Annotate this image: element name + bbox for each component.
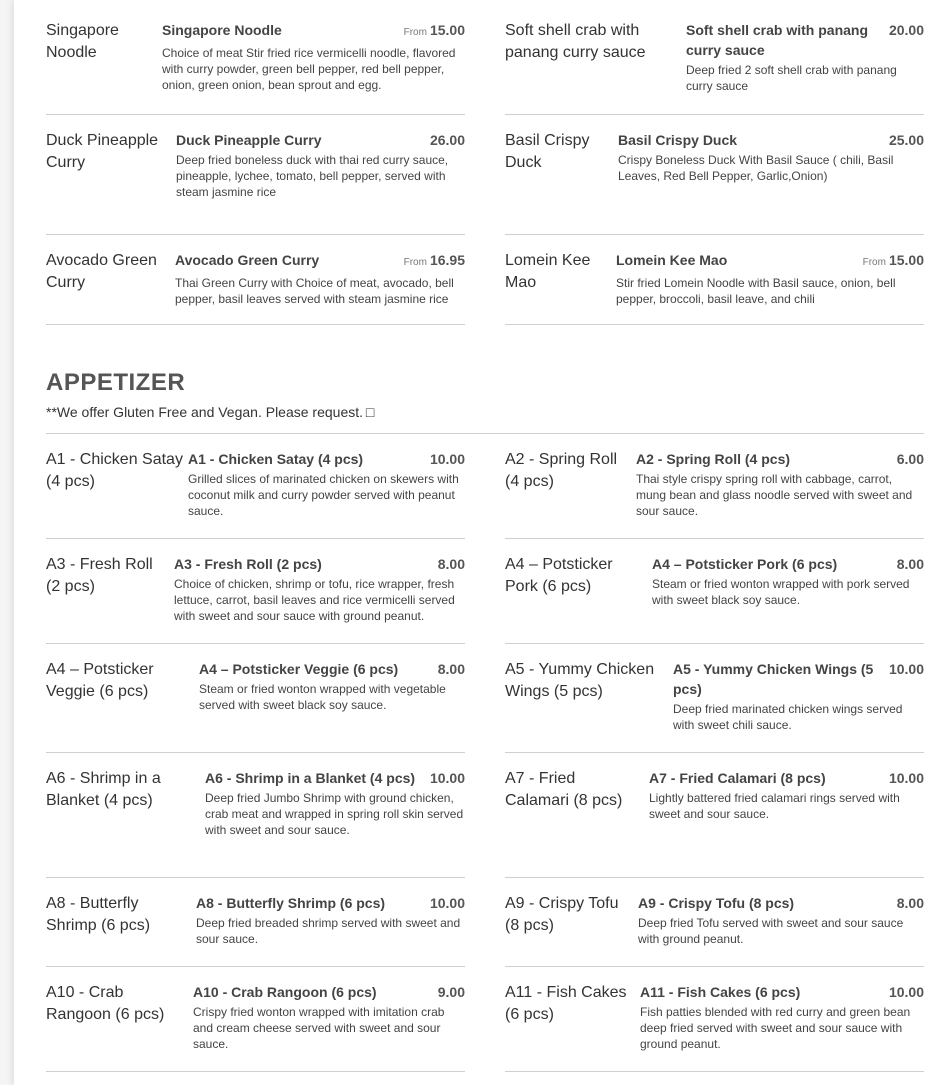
item-description: Thai style crispy spring roll with cabbage, carrot, mung bean and glass noodle served with sweet and sour sauce. [636, 472, 913, 518]
menu-item[interactable] [505, 982, 924, 1072]
item-image[interactable]: Duck Pineapple Curry [46, 132, 159, 171]
item-price: 9.00 [437, 984, 465, 1000]
item-description: Stir fried Lomein Noodle with Basil sauce, onion, bell pepper, broccoli, basil leave, and chili [616, 276, 896, 306]
item-image[interactable]: A2 - Spring Roll (4 pcs) [505, 451, 618, 490]
item-image[interactable]: A7 - Fried Calamari (8 pcs) [505, 770, 623, 809]
price-value: 26.00 [429, 132, 465, 148]
item-price: 10.00 [888, 770, 924, 786]
menu-item[interactable] [505, 130, 924, 235]
curry-grid [46, 20, 924, 325]
item-price [889, 20, 924, 40]
item-price [430, 130, 465, 150]
item-price: 10.00 [888, 984, 924, 1000]
menu-item[interactable] [505, 768, 924, 878]
item-title[interactable]: A9 - Crispy Tofu (8 pcs) [638, 895, 795, 911]
price-value: 20.00 [888, 22, 924, 38]
item-description: Fish patties blended with red curry and green bean deep fried served with sweet and sour sauce with ground peanut. [640, 1005, 911, 1051]
item-description: Thai Green Curry with Choice of meat, avocado, bell pepper, basil leaves served with steam jasmine rice [175, 276, 454, 306]
item-image[interactable]: A1 - Chicken Satay (4 pcs) [46, 451, 183, 490]
item-title[interactable]: Singapore Noodle [162, 22, 282, 38]
menu-item[interactable] [46, 449, 465, 539]
item-title[interactable]: A4 – Potsticker Pork (6 pcs) [652, 556, 838, 572]
item-description: Deep fried Tofu served with sweet and sour sauce with ground peanut. [638, 916, 904, 946]
menu-item[interactable] [505, 449, 924, 539]
item-description: Deep fried marinated chicken wings served with sweet chili sauce. [673, 702, 903, 732]
menu-item[interactable] [46, 982, 465, 1072]
section-note: **We offer Gluten Free and Vegan. Please request. □ [46, 404, 375, 420]
item-title[interactable]: A6 - Shrimp in a Blanket (4 pcs) [205, 770, 416, 786]
item-description: Steam or fried wonton wrapped with vegetable served with sweet black soy sauce. [199, 682, 446, 712]
item-image[interactable]: A3 - Fresh Roll (2 pcs) [46, 556, 153, 595]
item-title[interactable]: Avocado Green Curry [175, 252, 320, 268]
item-price [889, 130, 924, 150]
item-price: 8.00 [896, 895, 924, 911]
menu-item[interactable] [505, 554, 924, 644]
menu-item[interactable] [46, 554, 465, 644]
item-title[interactable]: A4 – Potsticker Veggie (6 pcs) [199, 661, 399, 677]
item-image[interactable]: Singapore Noodle [46, 22, 119, 61]
price-from: From [403, 27, 427, 38]
item-price: 8.00 [896, 556, 924, 572]
item-image[interactable]: A5 - Yummy Chicken Wings (5 pcs) [505, 661, 655, 700]
item-price: 8.00 [437, 661, 465, 677]
item-description: Deep fried breaded shrimp served with sweet and sour sauce. [196, 916, 461, 946]
item-image[interactable]: A6 - Shrimp in a Blanket (4 pcs) [46, 770, 161, 809]
menu-item[interactable] [46, 768, 465, 878]
item-description: Deep fried 2 soft shell crab with panang curry sauce [686, 63, 897, 93]
item-price: 8.00 [437, 556, 465, 572]
price-value: 15.00 [888, 252, 924, 268]
menu-item[interactable] [46, 250, 465, 325]
item-title[interactable]: A1 - Chicken Satay (4 pcs) [188, 451, 364, 467]
item-description: Choice of chicken, shrimp or tofu, rice wrapper, fresh lettuce, carrot, basil leaves and rice vermicelli served with sweet and sour sauce with ground peanut. [174, 577, 455, 623]
item-title[interactable]: A10 - Crab Rangoon (6 pcs) [193, 984, 377, 1000]
item-title[interactable]: Lomein Kee Mao [616, 252, 728, 268]
item-image[interactable]: A4 – Potsticker Veggie (6 pcs) [46, 661, 154, 700]
item-price: 10.00 [888, 661, 924, 677]
item-description: Lightly battered fried calamari rings served with sweet and sour sauce. [649, 791, 900, 821]
item-title[interactable]: Basil Crispy Duck [618, 132, 738, 148]
item-image[interactable]: Lomein Kee Mao [505, 252, 591, 291]
item-image[interactable]: Basil Crispy Duck [505, 132, 590, 171]
item-price: 6.00 [896, 451, 924, 467]
item-title[interactable]: A3 - Fresh Roll (2 pcs) [174, 556, 322, 572]
item-title[interactable]: A5 - Yummy Chicken Wings (5 pcs) [673, 661, 874, 697]
item-image[interactable]: A10 - Crab Rangoon (6 pcs) [46, 984, 165, 1023]
menu-item[interactable] [46, 130, 465, 235]
appetizer-grid [46, 449, 924, 1072]
price-value: 25.00 [888, 132, 924, 148]
item-description: Choice of meat Stir fried rice vermicelli noodle, flavored with curry powder, green bell pepper, red bell pepper, onion, green onion, bean sprout and egg. [162, 46, 456, 92]
item-price: 10.00 [429, 770, 465, 786]
item-image[interactable]: A9 - Crispy Tofu (8 pcs) [505, 895, 619, 934]
item-title[interactable]: A2 - Spring Roll (4 pcs) [636, 451, 791, 467]
item-title[interactable]: A11 - Fish Cakes (6 pcs) [640, 984, 801, 1000]
item-title[interactable]: Soft shell crab with panang curry sauce [686, 22, 869, 58]
menu-item[interactable] [46, 20, 465, 115]
item-image[interactable]: A4 – Potsticker Pork (6 pcs) [505, 556, 613, 595]
menu-item[interactable] [46, 893, 465, 967]
section-divider [46, 433, 924, 434]
item-image[interactable]: A11 - Fish Cakes (6 pcs) [505, 984, 627, 1023]
item-title[interactable]: A7 - Fried Calamari (8 pcs) [649, 770, 826, 786]
price-value: 16.95 [429, 252, 465, 268]
item-description: Grilled slices of marinated chicken on skewers with coconut milk and curry powder served with peanut sauce. [188, 472, 459, 518]
price-from: From [862, 257, 886, 268]
menu-item[interactable] [505, 893, 924, 967]
section-title-appetizer: APPETIZER [46, 369, 186, 396]
item-price [863, 250, 924, 273]
item-description: Deep fried boneless duck with thai red curry sauce, pineapple, lychee, tomato, bell pepper, served with steam jasmine rice [176, 153, 449, 199]
price-from: From [403, 257, 427, 268]
item-price [404, 250, 465, 273]
item-title[interactable]: A8 - Butterfly Shrimp (6 pcs) [196, 895, 386, 911]
menu-item[interactable] [505, 250, 924, 325]
item-image[interactable]: Avocado Green Curry [46, 252, 157, 291]
item-price [404, 20, 465, 43]
menu-item[interactable] [46, 659, 465, 753]
item-description: Crispy fried wonton wrapped with imitation crab and cream cheese served with sweet and sour sauce. [193, 1005, 445, 1051]
item-price: 10.00 [429, 895, 465, 911]
menu-item[interactable] [505, 20, 924, 115]
item-description: Crispy Boneless Duck With Basil Sauce ( chili, Basil Leaves, Red Bell Pepper, Garlic,Onion) [618, 153, 894, 183]
item-image[interactable]: A8 - Butterfly Shrimp (6 pcs) [46, 895, 151, 934]
item-description: Deep fried Jumbo Shrimp with ground chicken, crab meat and wrapped in spring roll skin served with sweet and sour sauce. [205, 791, 464, 837]
item-image[interactable]: Soft shell crab with panang curry sauce [505, 22, 646, 61]
item-title[interactable]: Duck Pineapple Curry [176, 132, 322, 148]
item-description: Steam or fried wonton wrapped with pork served with sweet black soy sauce. [652, 577, 910, 607]
menu-item[interactable] [505, 659, 924, 753]
price-value: 15.00 [429, 22, 465, 38]
item-price: 10.00 [429, 451, 465, 467]
